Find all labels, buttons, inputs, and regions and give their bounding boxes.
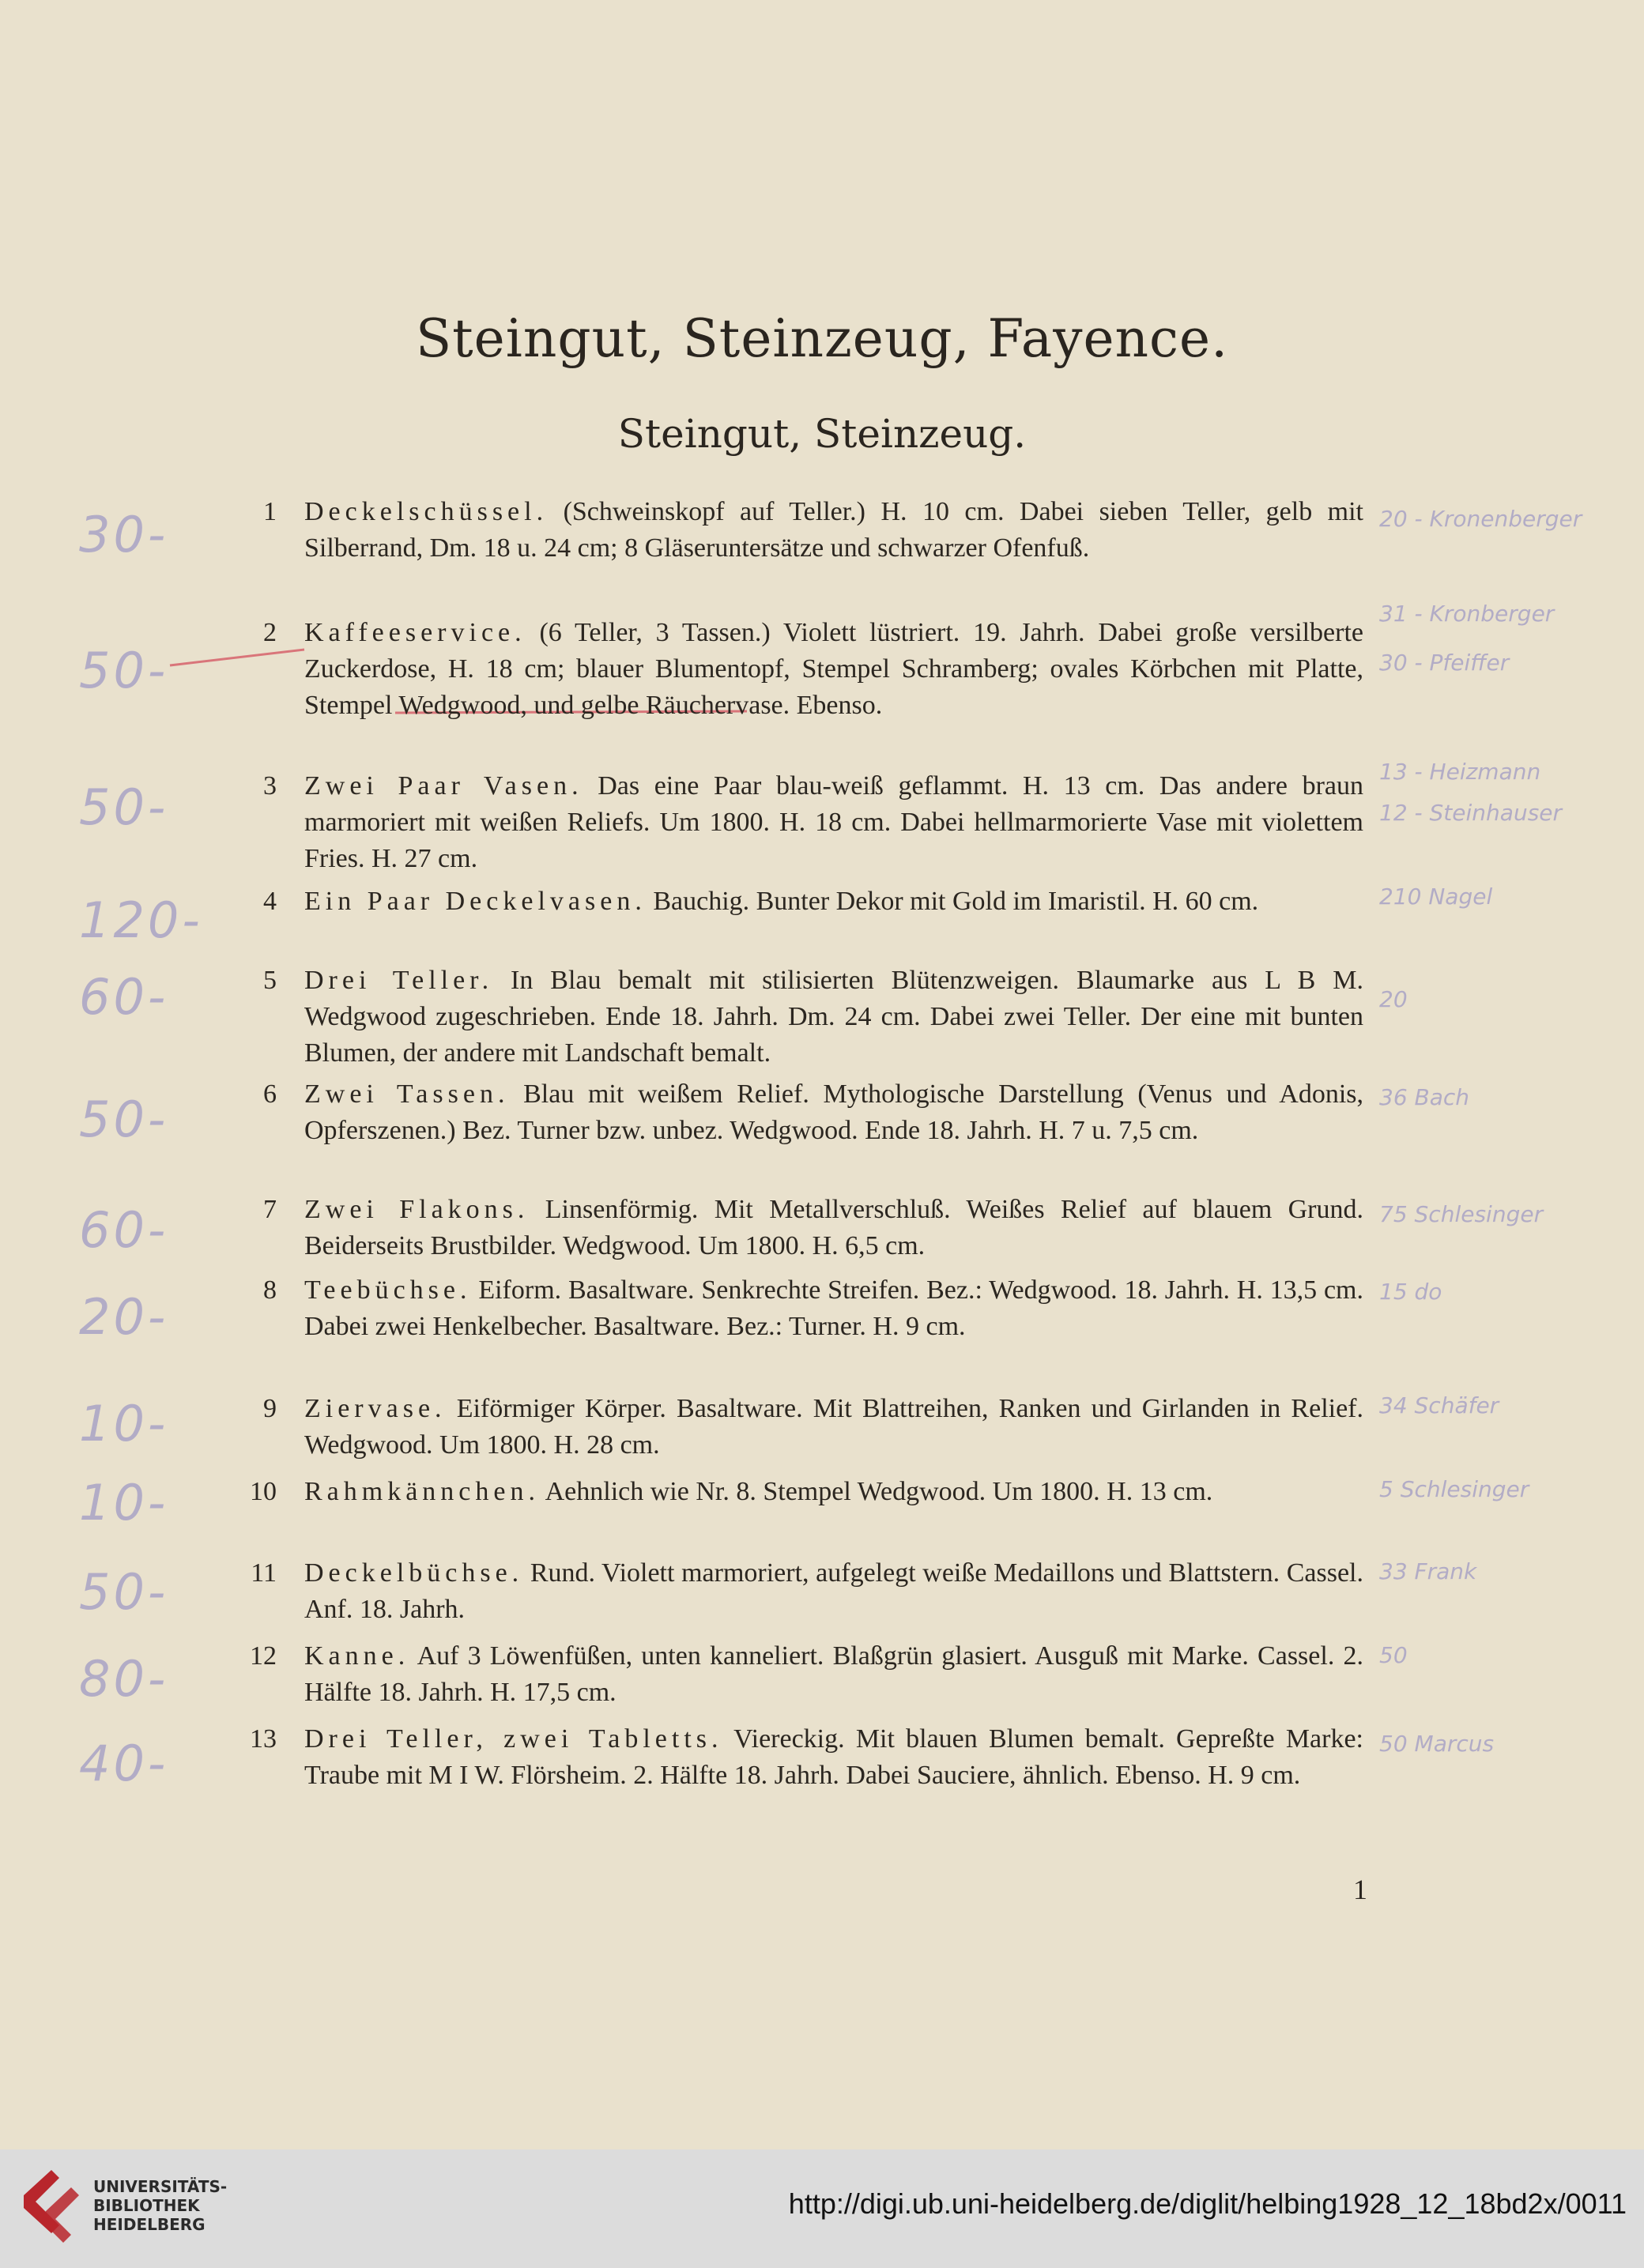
pencil-buyer-note: 50 (1379, 1642, 1408, 1668)
pencil-estimate: 120- (79, 891, 203, 949)
lot-description: Bauchig. Bunter Dekor mit Gold im Imaristil. H. 60 cm. (653, 887, 1259, 916)
lot-description: Rund. Violett marmoriert, aufgelegt weiße Medaillons und Blattstern. Cassel. Anf. 18. Jahrh. (304, 1558, 1364, 1624)
lot-title: Kaffeeservice. (304, 618, 526, 647)
pencil-buyer-note: 75 Schlesinger (1379, 1201, 1544, 1227)
lot-title: Drei Teller, zwei Tabletts. (304, 1724, 723, 1754)
lot-description: Auf 3 Löwenfüßen, unten kanneliert. Blaßgrün glasiert. Ausguß mit Marke. Cassel. 2. Hälfte 18. Jahrh. H. 17,5 cm. (304, 1641, 1364, 1707)
lot-number: 2 (263, 618, 277, 647)
pencil-buyer-note: 20 (1379, 986, 1408, 1012)
pencil-estimate: 50- (79, 778, 169, 836)
library-logo-text: UNIVERSITÄTS- BIBLIOTHEK HEIDELBERG (93, 2177, 228, 2234)
library-footer-bar (0, 2149, 1644, 2268)
pencil-estimate: 40- (79, 1735, 169, 1792)
lot-title: Zwei Flakons. (304, 1195, 530, 1224)
pencil-estimate: 10- (79, 1395, 169, 1452)
pencil-buyer-note: 30 - Pfeiffer (1379, 650, 1510, 676)
lot-title: Ziervase. (304, 1394, 447, 1423)
lot-title: Zwei Paar Vasen. (304, 771, 583, 801)
pencil-buyer-note: 50 Marcus (1379, 1731, 1495, 1757)
lot-description: Eiform. Basaltware. Senkrechte Streifen. Bez.: Wedgwood. 18. Jahrh. H. 13,5 cm. Dabei zwei Henkelbecher. Basaltware. Bez.: Turner. H. 9 cm. (304, 1275, 1363, 1341)
lot-number: 8 (263, 1275, 277, 1305)
pencil-buyer-note: 15 do (1379, 1279, 1442, 1305)
pencil-estimate: 50- (79, 1091, 169, 1148)
lot-number: 5 (263, 966, 277, 995)
pencil-estimate: 80- (79, 1650, 169, 1708)
lot-description: Linsenförmig. Mit Metallverschluß. Weißes Relief auf blauem Grund. Beiderseits Brustbilder. Wedgwood. Um 1800. H. 6,5 cm. (304, 1195, 1364, 1260)
lot-number: 9 (263, 1394, 277, 1423)
lot-number: 11 (251, 1558, 277, 1588)
page-title: Steingut, Steinzeug, Fayence. (415, 308, 1229, 369)
lot-number: 3 (263, 771, 277, 801)
pencil-buyer-note: 12 - Steinhauser (1379, 800, 1563, 826)
pencil-buyer-note: 20 - Kronenberger (1379, 506, 1582, 532)
pencil-buyer-note: 5 Schlesinger (1379, 1476, 1529, 1502)
lot-description: Eiförmiger Körper. Basaltware. Mit Blattreihen, Ranken und Girlanden in Relief. Wedgwood. Um 1800. H. 28 cm. (304, 1394, 1363, 1460)
pencil-estimate: 30- (79, 506, 169, 563)
lot-description: Das eine Paar blau-weiß geflammt. H. 13 cm. Das andere braun marmoriert mit weißen Reliefs. Um 1800. H. 18 cm. Dabei hellmarmorierte Vase mit violettem Fries. H. 27 cm. (304, 771, 1364, 873)
page-number: 1 (1353, 1874, 1367, 1905)
lot-title: Ein Paar Deckelvasen. (304, 887, 647, 916)
pencil-estimate: 60- (79, 1201, 169, 1259)
lot-description: Viereckig. Mit blauen Blumen bemalt. Gepreßte Marke: Traube mit M I W. Flörsheim. 2. Hälfte 18. Jahrh. Dabei Sauciere, ähnlich. Ebenso. H. 9 cm. (304, 1724, 1363, 1790)
pencil-estimate: 50- (79, 1563, 169, 1621)
pencil-buyer-note: 13 - Heizmann (1379, 759, 1541, 785)
lot-title: Rahmkännchen. (304, 1477, 540, 1506)
pencil-estimate: 60- (79, 968, 169, 1026)
lot-number: 13 (250, 1724, 277, 1754)
lot-description: (6 Teller, 3 Tassen.) Violett lüstriert. 19. Jahrh. Dabei große versilberte Zuckerdose, H. 18 cm; blauer Blumentopf, Stempel Schramberg; ovales Körbchen mit Platte, Stempel Wedgwood, und gelbe Räuchervase. Ebenso. (304, 618, 1364, 720)
pencil-buyer-note: 36 Bach (1379, 1084, 1470, 1110)
lot-description: In Blau bemalt mit stilisierten Blütenzweigen. Blaumarke aus L B M. Wedgwood zugeschrieben. Ende 18. Jahrh. Dm. 24 cm. Dabei zwei Teller. Der eine mit bunten Blumen, der andere mit Landschaft bemalt. (304, 966, 1364, 1068)
pencil-estimate: 10- (79, 1474, 169, 1531)
lot-number: 4 (263, 887, 277, 916)
pencil-buyer-note: 33 Frank (1379, 1558, 1477, 1584)
library-logo-icon (16, 2164, 87, 2251)
lot-title: Drei Teller. (304, 966, 494, 995)
pencil-estimate: 50- (79, 642, 169, 699)
lot-number: 10 (250, 1477, 277, 1506)
pencil-buyer-note: 210 Nagel (1379, 883, 1493, 910)
lot-number: 1 (263, 497, 277, 526)
lot-description: (Schweinskopf auf Teller.) H. 10 cm. Dabei sieben Teller, gelb mit Silberrand, Dm. 18 u. 24 cm; 8 Gläseruntersätze und schwarzer Ofenfuß. (304, 497, 1364, 563)
lot-title: Teebüchse. (304, 1275, 472, 1305)
lot-title: Zwei Tassen. (304, 1079, 510, 1109)
lot-number: 6 (263, 1079, 277, 1109)
lot-number: 7 (263, 1195, 277, 1224)
lot-description: Aehnlich wie Nr. 8. Stempel Wedgwood. Um 1800. H. 13 cm. (545, 1477, 1213, 1506)
section-subtitle: Steingut, Steinzeug. (617, 411, 1027, 457)
pencil-buyer-note: 31 - Kronberger (1379, 601, 1555, 627)
pencil-estimate: 20- (79, 1288, 169, 1346)
source-url-link[interactable]: http://digi.ub.uni-heidelberg.de/diglit/helbing1928_12_18bd2x/0011 (788, 2187, 1627, 2220)
lot-number: 12 (250, 1641, 277, 1671)
lot-title: Kanne. (304, 1641, 410, 1671)
lot-title: Deckelbüchse. (304, 1558, 524, 1588)
pencil-buyer-note: 34 Schäfer (1379, 1392, 1499, 1418)
lot-title: Deckelschüssel. (304, 497, 549, 526)
lot-description: Blau mit weißem Relief. Mythologische Darstellung (Venus und Adonis, Opferszenen.) Bez. Turner bzw. unbez. Wedgwood. Ende 18. Jahrh. H. 7 u. 7,5 cm. (304, 1079, 1363, 1145)
